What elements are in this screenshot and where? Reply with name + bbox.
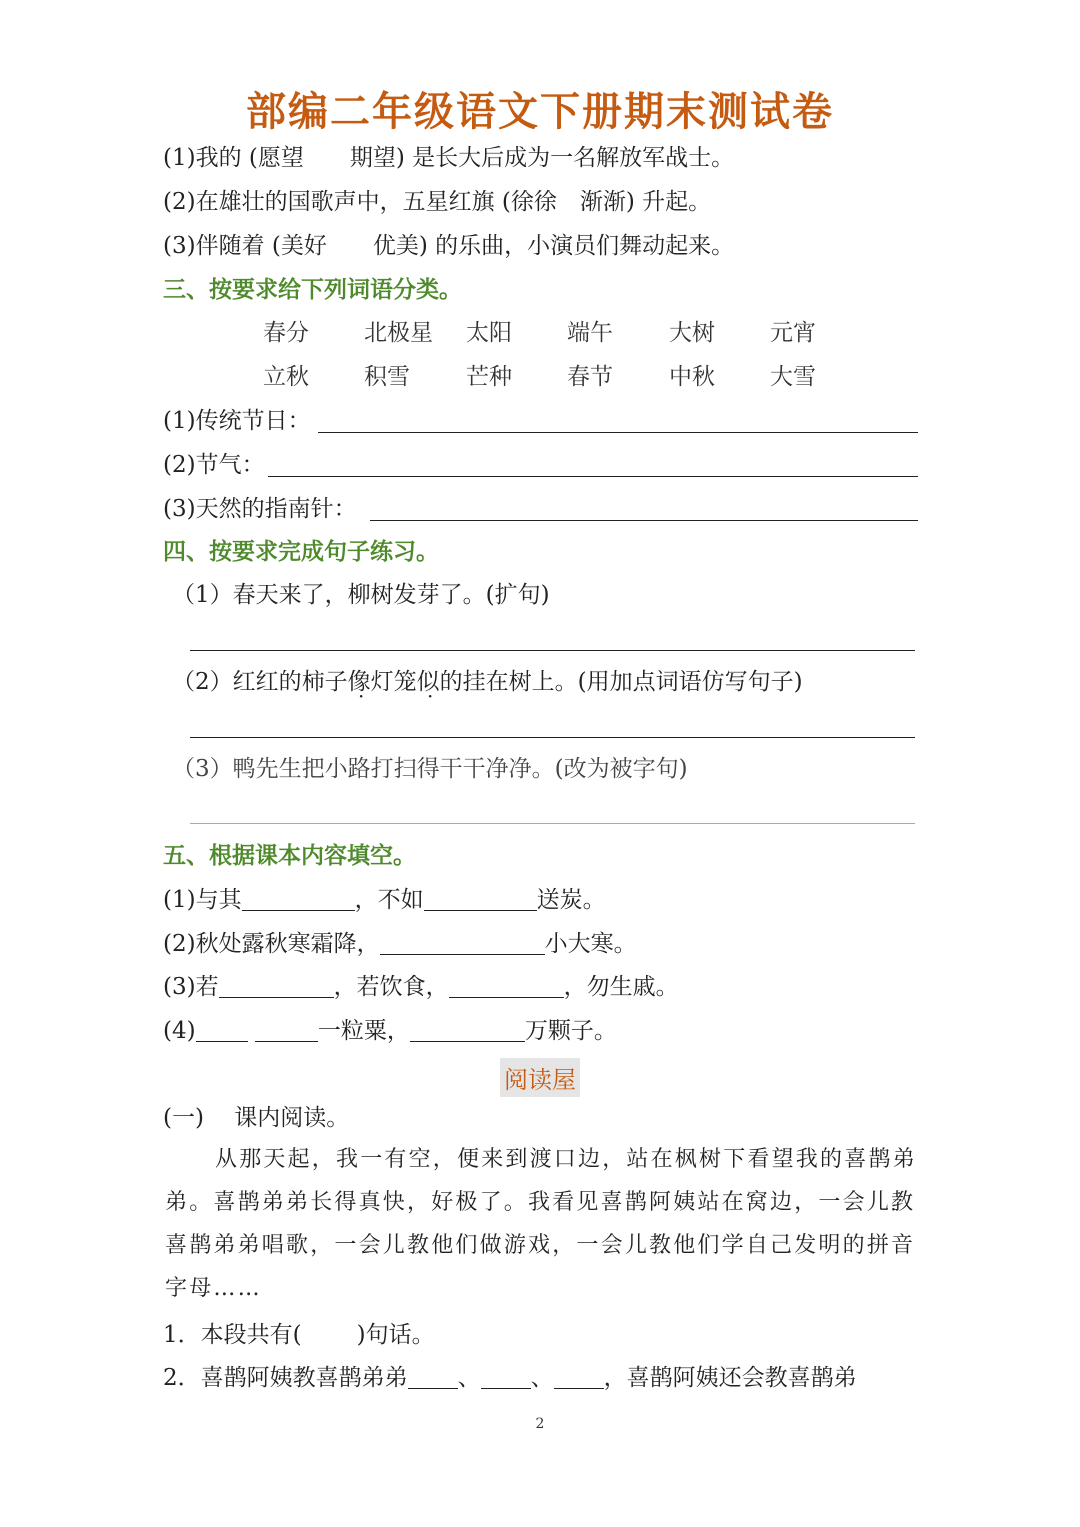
word-item: 端午 — [567, 320, 613, 346]
section-5-heading: 五、根据课本内容填空。 — [163, 843, 416, 869]
fill-blank[interactable] — [219, 975, 334, 998]
fill-blank[interactable] — [410, 1019, 525, 1042]
choice-question-1: (1)我的 (愿望 期望) 是长大后成为一名解放军战士。 — [163, 145, 735, 171]
page-number: 2 — [535, 1416, 545, 1432]
sentence-1-answer-line[interactable] — [190, 650, 915, 651]
word-item: 芒种 — [466, 364, 512, 390]
choice-question-2: (2)在雄壮的国歌声中，五星红旗 (徐徐 渐渐) 升起。 — [163, 189, 712, 215]
word-item: 春分 — [263, 320, 309, 346]
category-1-label: (1)传统节日： — [163, 408, 311, 434]
reading-subtitle: (一) 课内阅读。 — [163, 1105, 350, 1131]
fill-1: (1)与其 ，不如 送炭。 — [163, 887, 606, 913]
reading-question-1: 1．本段共有( )句话。 — [163, 1322, 435, 1348]
word-item: 元宵 — [770, 320, 816, 346]
fill-blank[interactable] — [424, 888, 537, 911]
fill-blank[interactable] — [242, 888, 355, 911]
choice-question-3: (3)伴随着 (美好 优美) 的乐曲，小演员们舞动起来。 — [163, 233, 735, 259]
category-3-label: (3)天然的指南针： — [163, 496, 357, 522]
word-item: 立秋 — [263, 364, 309, 390]
fill-blank[interactable] — [554, 1366, 604, 1389]
section-3-heading: 三、按要求给下列词语分类。 — [163, 277, 462, 303]
fill-3: (3)若 ，若饮食， ，勿生戚。 — [163, 974, 679, 1000]
sentence-1: （1）春天来了，柳树发芽了。(扩句) — [172, 582, 550, 608]
fill-blank[interactable] — [255, 1019, 318, 1042]
word-item: 北极星 — [364, 320, 433, 346]
sentence-3: （3）鸭先生把小路打扫得干干净净。(改为被字句) — [172, 756, 688, 782]
category-1-answer-line[interactable] — [318, 432, 918, 433]
sentence-2: （2）红红的柿子像灯笼似的挂在树上。(用加点词语仿写句子) — [172, 669, 803, 695]
fill-4: (4) 一粒粟， 万颗子。 — [163, 1018, 617, 1044]
fill-2: (2)秋处露秋寒霜降， 小大寒。 — [163, 931, 637, 957]
sentence-2-answer-line[interactable] — [190, 737, 915, 738]
reading-section-title: 阅读屋 — [500, 1058, 580, 1097]
page-title: 部编二年级语文下册期末测试卷 — [246, 89, 834, 135]
word-item: 中秋 — [669, 364, 715, 390]
fill-blank[interactable] — [408, 1366, 458, 1389]
reading-passage: 从那天起，我一有空，便来到渡口边，站在枫树下看望我的喜鹊弟弟。喜鹊弟弟长得真快，好极了。我看见喜鹊阿姨站在窝边，一会 ·儿教喜鹊弟弟唱歌，一会儿教他们做游戏，一会儿教他们学自己发明的拼音字母…… — [165, 1138, 917, 1310]
word-item: 大雪 — [770, 364, 816, 390]
fill-blank[interactable] — [196, 1019, 248, 1042]
category-3-answer-line[interactable] — [370, 520, 918, 521]
category-2-label: (2)节气： — [163, 452, 265, 478]
word-item: 大树 — [669, 320, 715, 346]
word-item: 春节 — [567, 364, 613, 390]
fill-blank[interactable] — [481, 1366, 531, 1389]
section-4-heading: 四、按要求完成句子练习。 — [163, 539, 439, 565]
word-item: 太阳 — [466, 320, 512, 346]
fill-blank[interactable] — [449, 975, 564, 998]
fill-blank[interactable] — [380, 932, 545, 955]
reading-question-2: 2．喜鹊阿姨教喜鹊弟弟 、 、 ，喜鹊阿姨还会教喜鹊弟 — [163, 1365, 857, 1391]
word-item: 积雪 — [364, 364, 410, 390]
category-2-answer-line[interactable] — [268, 476, 918, 477]
sentence-3-answer-line[interactable] — [190, 823, 915, 824]
